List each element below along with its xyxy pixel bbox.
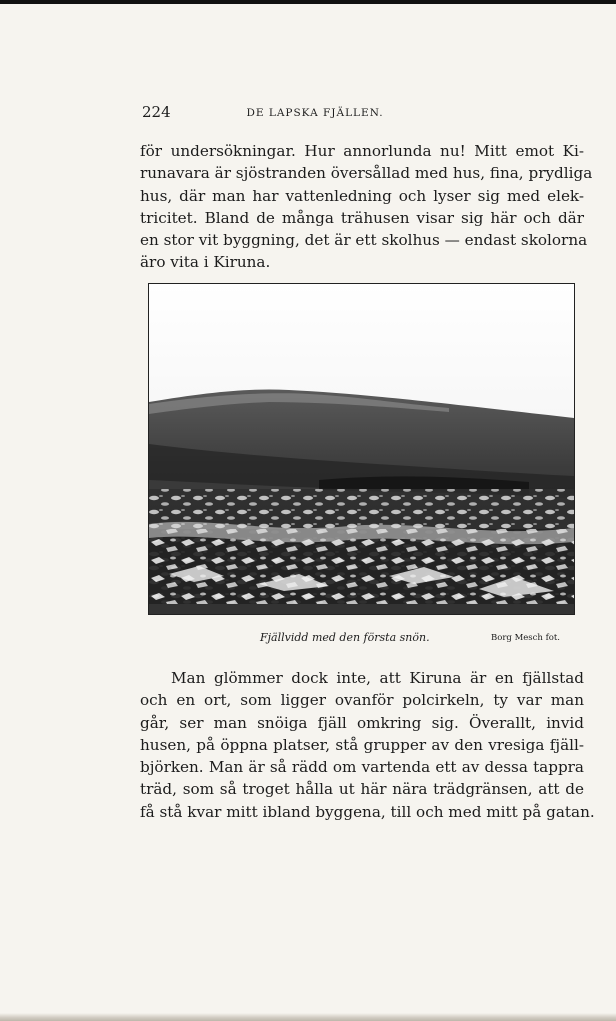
running-head: DE LAPSKA FJÄLLEN. [246,107,384,119]
paragraph-line: och en ort, som ligger ovanför polcirkeln, ty var man [140,691,584,710]
paragraph-line: äro vita i Kiruna. [140,253,271,272]
scan-edge-top [0,0,616,4]
photo-credit: Borg Mesch fot. [491,633,560,643]
paragraph-line: hus, där man har vattenledning och lyser sig med elek- [140,186,584,205]
landscape-photograph [148,283,575,615]
page-number: 224 [142,103,171,121]
paragraph-line: tricitet. Bland de många trähusen visar sig här och där [140,208,584,227]
paragraph-line: träd, som så troget hålla ut här nära trädgränsen, att de [140,780,584,799]
paragraph-2 [140,667,595,823]
paragraph-line: runavara är sjöstranden översållad med hus, fina, prydliga [140,164,593,183]
paragraph-line: för undersökningar. Hur annorlunda nu! Mitt emot Ki- [140,142,584,160]
paragraph-1 [140,140,593,274]
paragraph-line: husen, på öppna platser, stå grupper av den vresiga fjäll- [140,735,584,754]
paragraph-line: få stå kvar mitt ibland byggena, till och med mitt på gatan. [140,802,595,821]
scan-edge-bottom [0,1013,616,1021]
paragraph-line: Man glömmer dock inte, att Kiruna är en fjällstad [171,669,584,687]
paragraph-line: björken. Man är så rädd om vartenda ett av dessa tappra [140,758,584,777]
figure-caption: Fjällvidd med den första snön. [260,631,430,644]
paragraph-line: går, ser man snöiga fjäll omkring sig. Överallt, invid [140,713,584,732]
snowy-fell-landscape-image [149,284,574,614]
paragraph-line: en stor vit byggning, det är ett skolhus — endast skolorna [140,231,588,250]
